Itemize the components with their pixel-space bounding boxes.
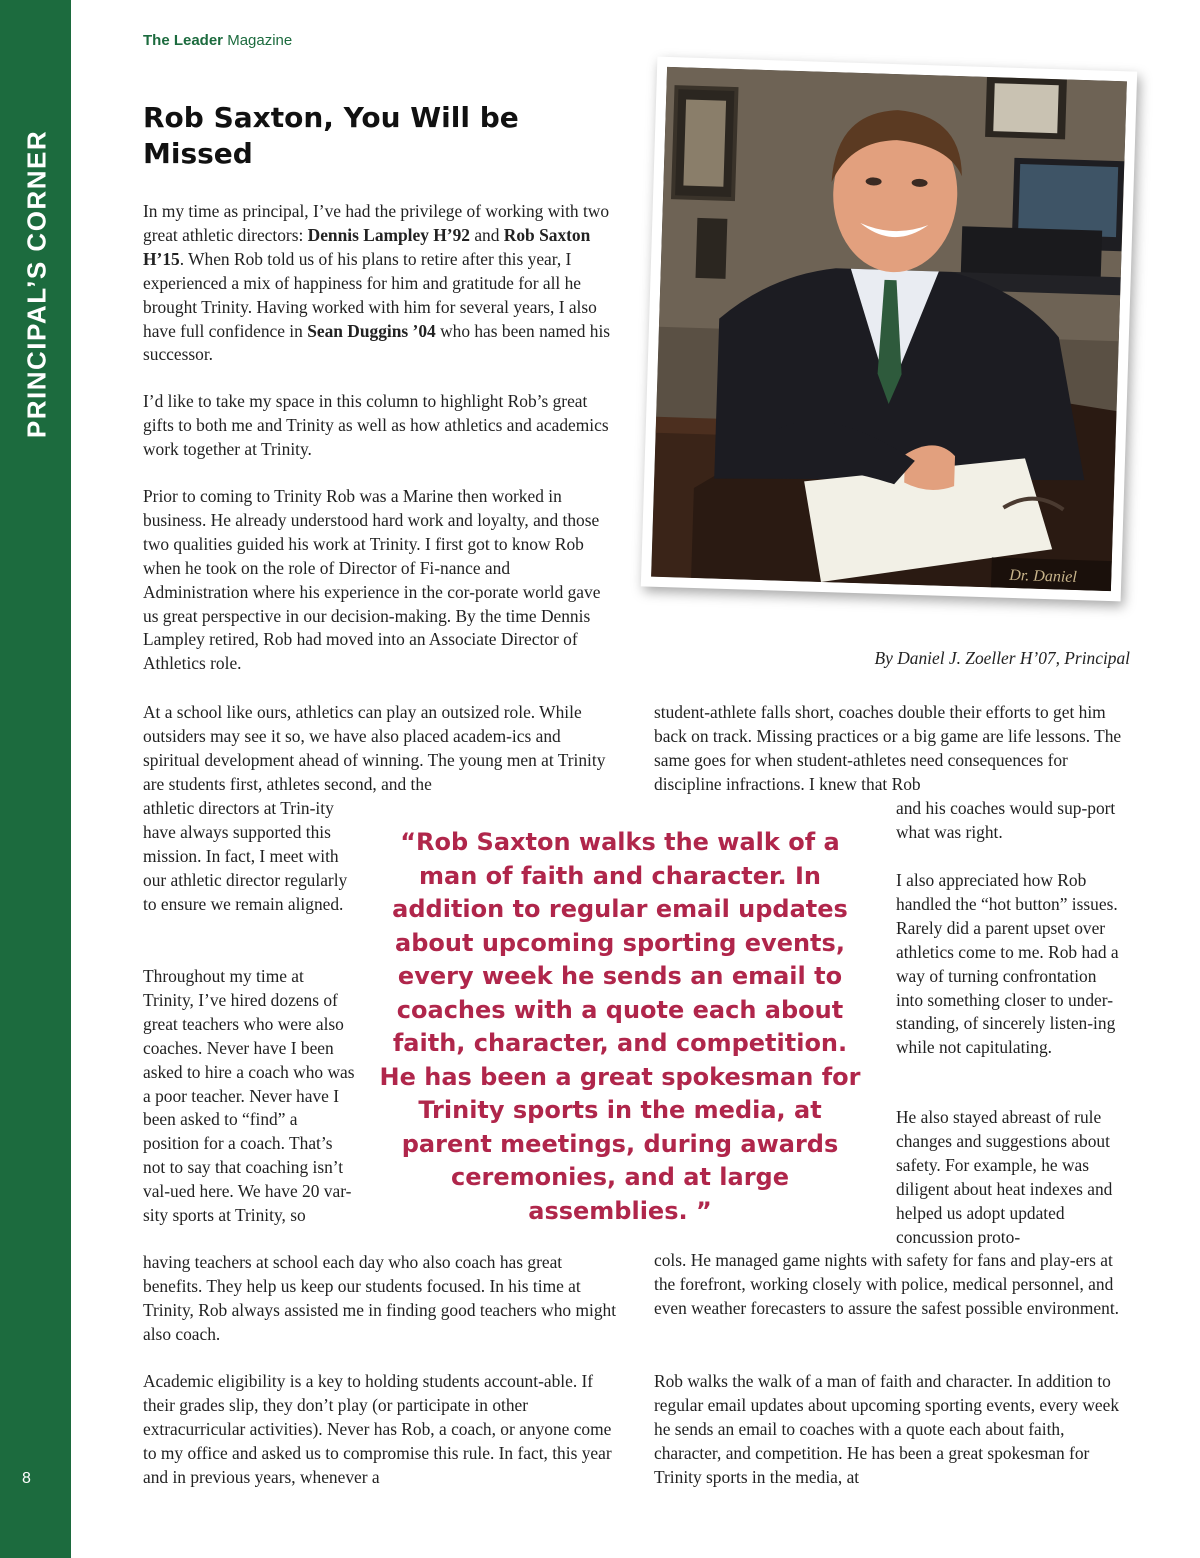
photo-card: [641, 57, 1137, 602]
name-bold: Sean Duggins ’04: [307, 320, 436, 341]
article-headline: Rob Saxton, You Will be Missed: [143, 101, 519, 170]
section-label: PRINCIPAL’S CORNER: [21, 129, 52, 439]
paragraph-right-3: He also stayed abreast of rule changes and suggestions about safety. For example, he was diligent about heat indexes and helped us adopt updated concussion proto-: [896, 1107, 1113, 1247]
magazine-title-bold: The Leader: [143, 32, 224, 49]
paragraph-5-wrap: having teachers at school each day who also coach has great benefits. They help us keep our students focused. In his time at Trinity, Rob always assisted me in finding good teachers who might also coach.: [143, 1252, 617, 1344]
portrait-photo: [651, 67, 1127, 591]
magazine-title: [143, 32, 292, 49]
paragraph-right-3-wrap: cols. He managed game nights with safety for fans and play-ers at the forefront, working closely with police, medical personnel, and even weather forecasters to assure the safest possible environment.: [654, 1250, 1120, 1318]
paragraph-4-wrap: athletic directors at Trin-ity have always supported this mission. In fact, I meet with our athletic director regularly to ensure we remain aligned.: [143, 798, 348, 914]
text-run: In my time as principal, I’ve had the privilege of working with two great athletic directors:: [143, 201, 610, 245]
paragraph-6: Academic eligibility is a key to holding students account-able. If their grades slip, they don’t play (or participate in other extracurricular activities). Never has Rob, a coach, or anyone come to my office and asked us to compromise this rule. In fact, this year and in previous years, whenever a: [143, 1371, 612, 1487]
name-bold: Dennis Lampley H’92: [307, 224, 470, 245]
paragraph-5: Throughout my time at Trinity, I’ve hired dozens of great teachers who were also coaches. Never have I been asked to hire a coach who was a poor teacher. Never have I been asked to “find” a position for a coach. That’s not to say that coaching isn’t val-ued here. We have 20 var-sity sports at Trinity, so: [143, 966, 355, 1226]
desk-nameplate: Dr. Daniel: [1009, 566, 1078, 587]
paragraph-3: Prior to coming to Trinity Rob was a Marine then worked in business. He already understood hard work and loyalty, and those two qualities guided his work at Trinity. I first got to know Rob when he took on the role of Director of Fi-nance and Administration where his experience in the cor-porate world gave us great perspective in our decision-making. By the time Dennis Lampley retired, Rob had moved into an Associate Director of Athletics role.: [143, 486, 601, 674]
photo-frame: [637, 52, 1142, 612]
paragraph-right-1: student-athlete falls short, coaches double their efforts to get him back on track. Missing practices or a big game are life lessons. The same goes for when student-athletes need consequences for discipline infractions. I knew that Rob: [654, 702, 1122, 794]
text-run: . When Rob told us of his plans to retire after this year, I experienced a mix of happiness for him and gratitude for all he brought Trinity. Having worked with him for several years, I also have full confidence in: [143, 248, 597, 341]
name-bold: Rob Saxton H’15: [143, 224, 591, 269]
paragraph-right-2: I also appreciated how Rob handled the “hot button” issues. Rarely did a parent upset over athletics come to me. Rob had a way of turning confrontation into something closer to under-standing, of sincerely listen-ing while not capitulating.: [896, 870, 1119, 1058]
paragraph-2: I’d like to take my space in this column to highlight Rob’s great gifts to both me and Trinity as well as how athletics and academics work together at Trinity.: [143, 391, 609, 459]
page-number: 8: [22, 1470, 31, 1487]
text-run: and: [469, 224, 504, 245]
author-byline: By Daniel J. Zoeller H’07, Principal: [874, 648, 1130, 668]
sidebar: [0, 0, 71, 1558]
paragraph-4: At a school like ours, athletics can play an outsized role. While outsiders may see it so, we have also placed academ-ics and spiritual development ahead of winning. The young men at Trinity are students first, athletes second, and the: [143, 702, 606, 794]
magazine-title-rest: Magazine: [223, 32, 293, 49]
paragraph-right-1-wrap: and his coaches would sup-port what was right.: [896, 798, 1116, 842]
pull-quote: “Rob Saxton walks the walk of a man of faith and character. In addition to regular email updates about upcoming sporting events, every week he sends an email to coaches with a quote each about faith, character, and competition. He has been a great spokesman for Trinity sports in the media, at parent meetings, during awards ceremonies, and at large assemblies. ”: [379, 828, 861, 1225]
text-run: who has been named his successor.: [143, 320, 611, 365]
paragraph-intro: [143, 200, 618, 367]
paragraph-right-4: Rob walks the walk of a man of faith and character. In addition to regular email updates about upcoming sporting events, every week he sends an email to coaches with a quote each about faith, character, and competition. He has been a great spokesman for Trinity sports in the media, at: [654, 1371, 1120, 1487]
